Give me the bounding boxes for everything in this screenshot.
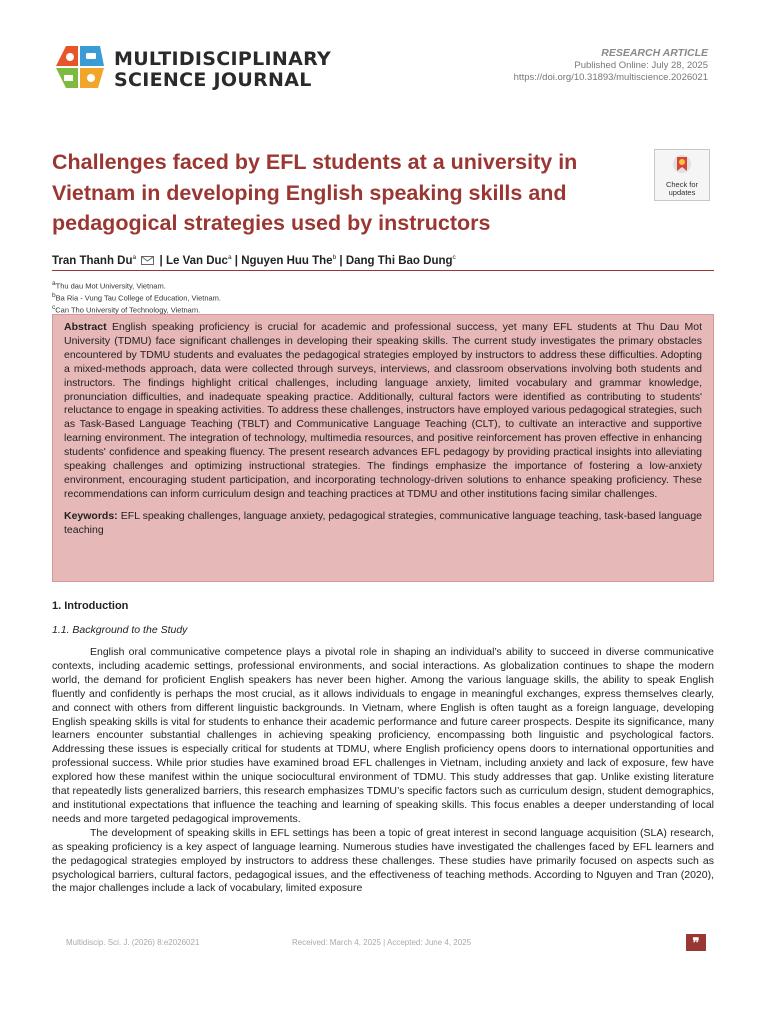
paragraph: English oral communicative competence plays a pivotal role in shaping an individual’s ability to succeed in diverse communicative contexts, including academic settings, professional environments, and social interactions. As globalization continues to shape the modern world, the demand for proficient English speakers has never been higher. Among the various language skills, the ability to speak English fluently and confidently is perhaps the most crucial, as it allows individuals to engage in meaningful exchanges, express themselves clearly, and connect with others from different linguistic backgrounds. In Vietnam, where English is often taught as a foreign language, developing English speaking skills is vital for students to enhance their academic performance and future career prospects. Despite its significance, many learners encounter substantial challenges in achieving speaking proficiency, encompassing both linguistic and psychological factors. Addressing these issues is especially critical for students at TDMU, where English proficiency opens doors to international opportunities and professional success. While prior studies have examined broad EFL challenges in Vietnam, including anxiety and lack of exposure, few have explored how these manifest within the unique sociocultural environment of TDMU. This study addresses that gap. Unlike existing literature that repeatedly lists generalized barriers, this research emphasizes TDMU’s specific factors such as curriculum design, student demographics, and institutional expectations that influence the teaching and learning of speaking skills. This focus enables a deeper understanding of local needs and more targeted pedagogical improvements. (52, 646, 714, 825)
journal-name-line2: SCIENCE JOURNAL (114, 69, 312, 91)
author-name[interactable]: Tran Thanh Du (52, 254, 133, 267)
author-sup: b (332, 254, 337, 261)
keywords-label: Keywords: (64, 509, 118, 522)
check-line1: Check for (665, 180, 699, 189)
bookmark-icon (671, 153, 693, 175)
affiliations (52, 279, 221, 315)
affiliation-text: Can Tho University of Technology, Vietnam. (55, 305, 201, 315)
abstract-text: English speaking proficiency is crucial for academic and professional success, yet many EFL students at Thu Dau Mot University (TDMU) face significant challenges in developing their speaking skills. The current study investigates the primary obstacles encountered by TDMU students and evaluates the pedagogical strategies employed by instructors to address these difficulties. Adopting a mixed-methods approach, data were collected through surveys, interviews, and classroom observations involving both students and instructors. The findings highlight critical challenges, including language anxiety, limited vocabulary and grammar knowledge, pronunciation difficulties, and inadequate speaking practice. Additionally, cultural factors were identified as contributing to students' reluctance to engage in speaking activities. To address these challenges, instructors have employed various pedagogical strategies, such as Task-Based Language Teaching (TBLT) and Communicative Language Teaching (CLT), to cultivate an interactive and supportive learning environment. The integration of technology, multimedia resources, and positive reinforcement has proven effective in enhancing students' confidence and speaking fluency. The present research advances EFL pedagogy by providing practical insights into alleviating speaking challenges and optimizing instructional strategies. The findings emphasize the importance of fostering a low-anxiety environment, encouraging student participation, and incorporating technology-driven solutions to enhance speaking proficiency. These recommendations can inform curriculum design and teaching practices at TDMU and other institutions facing similar challenges. (64, 321, 702, 500)
journal-name-line1: MULTIDISCIPLINARY (114, 48, 332, 70)
affiliation-text: Ba Ria - Vung Tau College of Education, Vietnam. (55, 293, 222, 303)
author-list (52, 254, 714, 267)
author-name[interactable]: Dang Thi Bao Dung (345, 254, 453, 267)
divider (52, 270, 714, 271)
mail-icon[interactable] (141, 256, 154, 265)
published-date: Published Online: July 28, 2025 (574, 59, 708, 71)
journal-logo (52, 44, 106, 90)
author-sup: c (452, 254, 456, 261)
body-text (52, 646, 714, 896)
article-meta (514, 47, 708, 85)
affiliation-text: Thu dau Mot University, Vietnam. (55, 281, 166, 291)
author-name[interactable]: Le Van Duc (165, 254, 228, 267)
affiliation-sup: c (52, 304, 56, 311)
author-separator: | (234, 254, 242, 267)
affiliation-sup: a (52, 280, 56, 287)
article-title: Challenges faced by EFL students at a university in Vietnam in developing English speaking skills and pedagogical strategies used by instructors (52, 150, 578, 235)
doi-link[interactable]: https://doi.org/10.31893/multiscience.2026021 (513, 72, 708, 83)
keywords (64, 510, 702, 538)
journal-name (114, 49, 331, 91)
check-line2: updates (668, 188, 696, 197)
footer-dates: Received: March 4, 2025 | Accepted: June 4, 2025 (292, 938, 472, 947)
check-for-updates-label (655, 181, 709, 197)
author-sup: a (227, 254, 232, 261)
author-sup: a (132, 254, 137, 261)
author-separator: | (159, 254, 166, 267)
affiliation-item (52, 291, 221, 303)
author-name[interactable]: Nguyen Huu The (241, 254, 333, 267)
section-heading: 1. Introduction (52, 600, 129, 612)
author-separator: | (339, 254, 346, 267)
check-for-updates-button[interactable] (654, 149, 710, 201)
paragraph: The development of speaking skills in EFL settings has been a topic of great interest in second language acquisition (SLA) research, as speaking proficiency is a key aspect of language learning. Numerous studies have investigated the challenges faced by EFL learners and the pedagogical strategies employed by instructors to address these challenges. These studies have primarily focused on aspects such as psychological barriers, cultural factors, pedagogical issues, and the effectiveness of teaching methods. According to Nguyen and Tran (2020), the major challenges include a lack of vocabulary, limited exposure (52, 826, 714, 895)
affiliation-sup: b (52, 292, 56, 299)
footer-citation: Multidiscip. Sci. J. (2026) 8:e2026021 (66, 938, 200, 947)
quote-icon[interactable]: ❞ (686, 934, 706, 951)
subsection-heading: 1.1. Background to the Study (52, 624, 188, 636)
abstract-box (52, 314, 714, 582)
abstract (64, 321, 702, 502)
keywords-text: EFL speaking challenges, language anxiety, pedagogical strategies, communicative language teaching, task-based language teaching (64, 509, 702, 536)
affiliation-item (52, 279, 221, 291)
abstract-label: Abstract (64, 321, 107, 333)
article-type: RESEARCH ARTICLE (601, 47, 708, 59)
